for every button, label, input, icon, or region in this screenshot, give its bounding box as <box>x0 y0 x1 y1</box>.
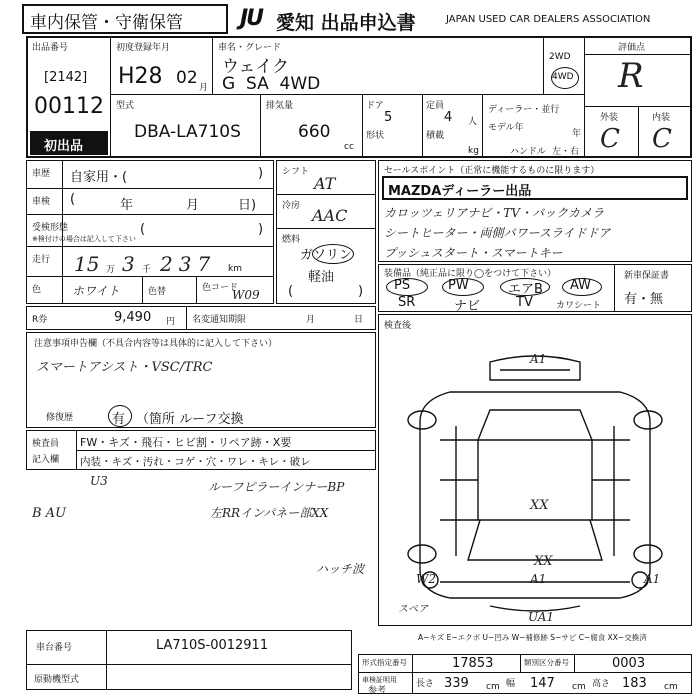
equip-aw: AW <box>570 278 592 293</box>
ac-value: AAC <box>312 206 348 225</box>
sales-line-3: プッシュスタート・スマートキー <box>384 246 563 260</box>
ju-logo: JU <box>240 6 263 31</box>
name-change-day: 日 <box>354 315 364 325</box>
model-grade: G SA 4WD <box>222 74 321 94</box>
handle-label: ハンドル <box>510 147 547 157</box>
notes-label: 注意事項申告欄（不具合内容等は具体的に記入して下さい） <box>34 339 278 349</box>
usage-label: 車歴 <box>32 169 51 179</box>
warranty-options: 有・無 <box>624 292 664 307</box>
displacement-value: 660 <box>298 122 331 142</box>
engine-type-label: 原動機型式 <box>34 675 80 685</box>
mileage-unit: km <box>228 264 242 274</box>
first-listing-text: 初出品 <box>44 139 84 154</box>
rating-value: R <box>618 56 644 96</box>
recycle-value: 9,490 <box>114 310 152 325</box>
fuel-label: 燃料 <box>282 235 301 245</box>
fuel-open: ( <box>288 284 294 299</box>
capacity-unit: 人 <box>468 117 478 127</box>
inspection-open: ( <box>70 192 76 207</box>
damage-legend: A−キズ E−エクボ U−凹み W−補修跡 S−サビ C−腐食 XX−交換済 <box>418 633 647 642</box>
cert-height-unit: cm <box>664 682 678 692</box>
sales-headline: MAZDAディーラー出品 <box>388 184 532 199</box>
capacity-value: 4 <box>444 110 453 125</box>
capacity-label: 定員 <box>426 101 445 111</box>
chassis-label: 車台番号 <box>36 643 73 653</box>
cert-sub-label: 車検証明用 <box>362 676 397 684</box>
lot-number: 00112 <box>34 94 104 119</box>
fuel-diesel: 軽油 <box>308 270 335 285</box>
interior-label: 内装 <box>652 113 671 123</box>
cert-ref-label: 参考 <box>368 686 387 696</box>
sales-points-label: セールスポイント（正常に機能するものに限ります） <box>384 166 600 176</box>
exterior-label: 外装 <box>600 113 619 123</box>
drive-2wd: 2WD <box>549 52 571 62</box>
fuel-close: ) <box>358 284 364 299</box>
inspection-year: 年 <box>120 198 134 213</box>
cert-length: 339 <box>444 676 469 691</box>
usage-value: 自家用・( <box>70 170 128 185</box>
dealer-label: ディーラー・並行 <box>488 105 560 115</box>
storage-title: 車内保管・守衛保管 <box>30 13 183 33</box>
registration-label: 初度登録年月 <box>116 43 171 53</box>
registration-year: H28 <box>118 64 163 89</box>
mileage-d1: 15 <box>74 252 100 276</box>
handle-options: 左・右 <box>552 147 580 157</box>
diagram-w-left: W2 <box>416 572 436 586</box>
shaken-form-label: 受検形態 <box>32 223 69 233</box>
usage-close: ) <box>258 166 264 181</box>
model-year-unit: 年 <box>572 129 582 139</box>
interior-grade: C <box>652 124 672 154</box>
color-label: 色 <box>32 285 42 295</box>
remark-u3: U3 <box>90 474 108 488</box>
diagram-a1-top: A1 <box>530 352 547 366</box>
displacement-unit: cc <box>344 142 354 152</box>
remark-rail: 左RRインパネー部XX <box>210 506 329 520</box>
equip-navi: ナビ <box>454 299 481 314</box>
name-change-label: 名変通知期限 <box>192 315 247 325</box>
name-change-month: 月 <box>306 315 316 325</box>
shaken-form-note: ※検付けの場合は記入して下さい <box>32 235 136 243</box>
lot-code: [2142] <box>44 70 88 85</box>
chassis-number: LA710S-0012911 <box>156 638 269 653</box>
equip-ps: PS <box>394 278 411 293</box>
equip-airbag: エアB <box>508 282 543 297</box>
color-code-value: W09 <box>232 288 260 302</box>
mileage-d3: 237 <box>160 252 217 276</box>
model-name: ウェイク <box>222 57 289 77</box>
cert-length-unit: cm <box>486 682 500 692</box>
repair-value: 有 <box>112 412 126 427</box>
displacement-label: 排気量 <box>266 101 294 111</box>
inspection-month: 月 <box>186 198 200 213</box>
mileage-label: 走行 <box>32 255 51 265</box>
remark-b-au: B AU <box>32 506 67 521</box>
remark-roof: ルーフピラーインナーBP <box>208 480 345 494</box>
mileage-man: 万 <box>106 265 116 275</box>
association-name: JAPAN USED CAR DEALERS ASSOCIATION <box>446 14 651 25</box>
warranty-label: 新車保証書 <box>624 271 670 281</box>
inspector-label-1: 検査員 <box>32 439 60 449</box>
inspector-row-2: 内装・キズ・汚れ・コゲ・穴・ワレ・キレ・破レ <box>80 456 311 468</box>
equip-pw: PW <box>448 278 469 293</box>
shape-label: 形状 <box>366 131 385 141</box>
equip-leather: カワシート <box>556 301 602 311</box>
cert-type-value: 17853 <box>452 656 494 671</box>
mileage-sen: 千 <box>142 265 152 275</box>
inspector-label-2: 記入欄 <box>32 455 60 465</box>
diagram-xx-roof: XX <box>530 498 549 513</box>
exterior-grade: C <box>600 124 620 154</box>
shift-label: シフト <box>282 167 310 177</box>
mileage-d2: 3 <box>122 252 135 276</box>
rating-label: 評価点 <box>618 43 646 53</box>
door-value: 5 <box>384 110 393 125</box>
diagram-a1-right: A1 <box>644 572 661 586</box>
door-label: ドア <box>366 101 384 111</box>
diagram-xx-rear: XX <box>534 554 553 569</box>
equip-sr: SR <box>398 295 416 310</box>
registration-month-unit: 月 <box>199 83 209 93</box>
page-title: 愛知 出品申込書 <box>276 12 416 34</box>
registration-month: 02 <box>176 68 198 88</box>
color-code-label: 色コード <box>202 283 239 293</box>
sales-line-1: カロッツェリアナビ・TV・バックカメラ <box>384 206 604 220</box>
ac-label: 冷房 <box>282 201 301 211</box>
inspection-label: 車検 <box>32 197 51 207</box>
after-inspection-label: 検査後 <box>384 321 412 331</box>
color-value: ホワイト <box>72 284 120 298</box>
drive-4wd: 4WD <box>552 72 574 82</box>
cert-category-value: 0003 <box>612 656 646 671</box>
remark-wave: ハッチ波 <box>316 562 365 576</box>
notes-text: スマートアシスト・VSC/TRC <box>36 360 213 375</box>
cert-width: 147 <box>530 676 555 691</box>
equip-tv: TV <box>516 295 533 310</box>
shaken-form-open: ( <box>140 222 146 237</box>
recycle-label: R券 <box>32 315 48 325</box>
shaken-form-close: ) <box>258 222 264 237</box>
cert-width-unit: cm <box>572 682 586 692</box>
cert-height-label: 高さ <box>592 679 611 689</box>
diagram-spare: スペア <box>398 604 428 615</box>
cert-length-label: 長さ <box>416 679 435 689</box>
model-label: 車名・グレード <box>218 43 282 53</box>
repair-detail: （箇所 ルーフ交換 <box>136 412 244 427</box>
load-unit: kg <box>468 146 479 156</box>
model-year-label: モデル年 <box>488 123 524 133</box>
inspector-row-1: FW・キズ・飛石・ヒビ割・リペア跡・X要 <box>80 436 292 449</box>
diagram-a1-rear: A1 <box>530 572 547 586</box>
recycle-unit: 円 <box>166 317 176 327</box>
lot-label: 出品番号 <box>32 43 69 53</box>
sales-line-2: シートヒーター・両側パワースライドドア <box>384 226 611 240</box>
shift-value: AT <box>314 174 336 193</box>
type-value: DBA-LA710S <box>134 122 241 142</box>
cert-height: 183 <box>622 676 647 691</box>
cert-width-label: 幅 <box>506 679 516 689</box>
color-change-label: 色替 <box>148 287 167 297</box>
diagram-ua1: UA1 <box>528 610 555 624</box>
fuel-gas: ガソリン <box>300 248 353 263</box>
cert-type-label: 形式指定番号 <box>362 658 407 667</box>
cert-category-label: 類別区分番号 <box>524 658 569 667</box>
inspection-day: 日) <box>238 198 257 213</box>
repair-label: 修復歴 <box>46 413 74 423</box>
type-label: 型式 <box>116 101 135 111</box>
load-label: 積載 <box>426 131 445 141</box>
equipment-label: 装備品（純正品に限り◯をつけて下さい） <box>384 269 557 279</box>
